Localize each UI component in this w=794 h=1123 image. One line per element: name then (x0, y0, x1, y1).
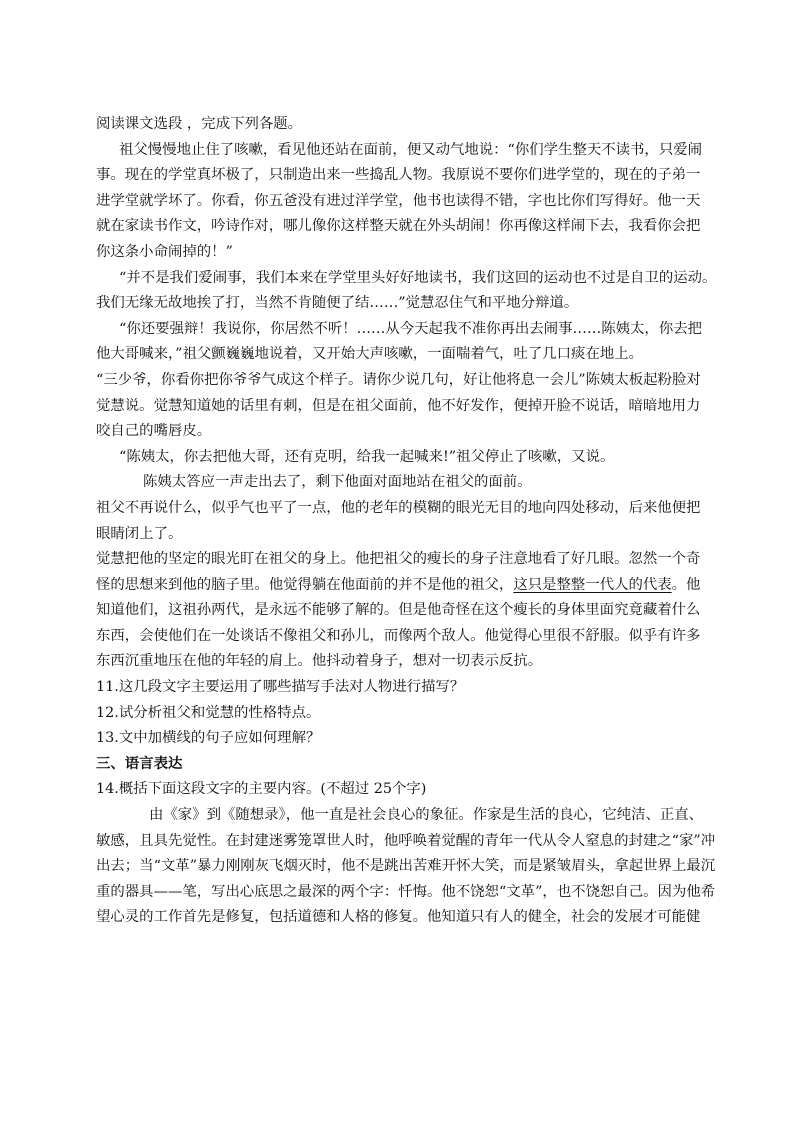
question-11: 11.这几段文字主要运用了哪些描写手法对人物进行描写？ (96, 679, 465, 696)
paragraph-line: “陈姨太，你去把他大哥，还有克明，给我一起喊来!”祖父停止了咳嗽，又说。 (119, 448, 615, 465)
paragraph-line: 东西，会使他们在一处谈话不像祖父和孙儿，而像两个敌人。他觉得心里很不舒服。似乎有许多 (96, 627, 701, 644)
question-14: 14.概括下面这段文字的主要内容。(不超过 25个字) (96, 781, 427, 798)
paragraph-line: “你还要强辩！我说你，你居然不听！……从今天起我不准你再出去闹事……陈姨太，你去把 (119, 320, 702, 337)
question-12: 12.试分析祖父和觉慧的性格特点。 (96, 704, 321, 721)
paragraph-line: 望心灵的工作首先是修复，包括道德和人格的修复。他知道只有人的健全，社会的发展才可能健 (96, 909, 701, 926)
paragraph-line: 眼睛闭上了。 (96, 525, 183, 542)
paragraph-line: 进学堂就学坏了。你看，你五爸没有进过洋学堂，他书也读得不错，字也比你们写得好。他一天 (96, 192, 701, 209)
paragraph-line: 知道他们，这祖孙两代，是永远不能够了解的。但是他奇怪在这个瘦长的身体里面究竟藏着什么 (96, 602, 701, 619)
text-span: 。他 (671, 576, 701, 593)
paragraph-line: 出去；当“文革”暴力刚刚灰飞烟灭时，他不是跳出苦难开怀大笑，而是紧皱眉头，拿起世界上最沉 (96, 858, 716, 875)
paragraph-line: 敏感，且具先觉性。在封建迷雾笼罩世人时，他呼唤着觉醒的青年一代从令人窒息的封建之“家”冲 (96, 832, 716, 849)
underlined-sentence: 这只是整整一代人的代表 (513, 576, 672, 593)
document-page (96, 112, 717, 931)
paragraph-line: 觉慧说。觉慧知道她的话里有刺，但是在祖父面前，他不好发作，便掉开脸不说话，暗暗地用力 (96, 397, 701, 414)
paragraph-line: 我们无缘无故地挨了打，当然不肯随便了结……”觉慧忍住气和平地分辩道。 (96, 295, 579, 312)
paragraph-line (96, 573, 706, 599)
paragraph-line: “三少爷，你看你把你爷爷气成这个样子。请你少说几句，好让他将息一会儿”陈姨太板起粉脸对 (96, 371, 701, 388)
paragraph-line: 就在家读书作文，吟诗作对，哪儿像你这样整天就在外头胡闹！你再像这样闹下去，我看你会把 (96, 218, 701, 235)
paragraph-line: 咬自己的嘴唇皮。 (96, 423, 212, 440)
paragraph-line: 东西沉重地压在他的年轻的肩上。他抖动着身子，想对一切表示反抗。 (96, 653, 543, 670)
paragraph-line: 由《家》到《随想录》，他一直是社会良心的象征。作家是生活的良心，它纯洁、正直、 (149, 807, 704, 824)
text-span: 怪的思想来到他的脑子里。他觉得躺在他面前的并不是他的祖父， (96, 576, 514, 593)
paragraph-line: 重的器具——笔，写出心底思之最深的两个字：忏悔。他不饶恕“文革”，也不饶恕自己。因为他希 (96, 883, 716, 900)
paragraph-line: 他大哥喊来，”祖父颤巍巍地说着，又开始大声咳嗽，一面喘着气，吐了几口痰在地上。 (96, 346, 644, 363)
paragraph-line: 觉慧把他的坚定的眼光盯在祖父的身上。他把祖父的瘦长的身子注意地看了好几眼。忽然一个奇 (96, 551, 701, 568)
paragraph-line: 你这条小命闹掉的！” (96, 243, 233, 260)
paragraph-line: “并不是我们爱闹事，我们本来在学堂里头好好地读书，我们这回的运动也不过是自卫的运动。 (119, 269, 717, 286)
paragraph-line: 祖父不再说什么，似乎气也平了一点，他的老年的模糊的眼光无目的地向四处移动，后来他便把 (96, 499, 701, 516)
intro-line: 阅读课文选段 ，完成下列各题。 (96, 116, 303, 132)
paragraph-line: 事。现在的学堂真坏极了，只制造出来一些捣乱人物。我原说不要你们进学堂的，现在的子弟一 (96, 167, 701, 184)
paragraph-line: 祖父慢慢地止住了咳嗽，看见他还站在面前，便又动气地说：“你们学生整天不读书，只爱闹 (119, 141, 702, 158)
question-13: 13.文中加横线的句子应如何理解？ (96, 730, 321, 747)
section-heading: 三、语言表达 (96, 755, 183, 772)
paragraph-line: 陈姨太答应一声走出去了，剩下他面对面地站在祖父的面前。 (143, 474, 532, 491)
